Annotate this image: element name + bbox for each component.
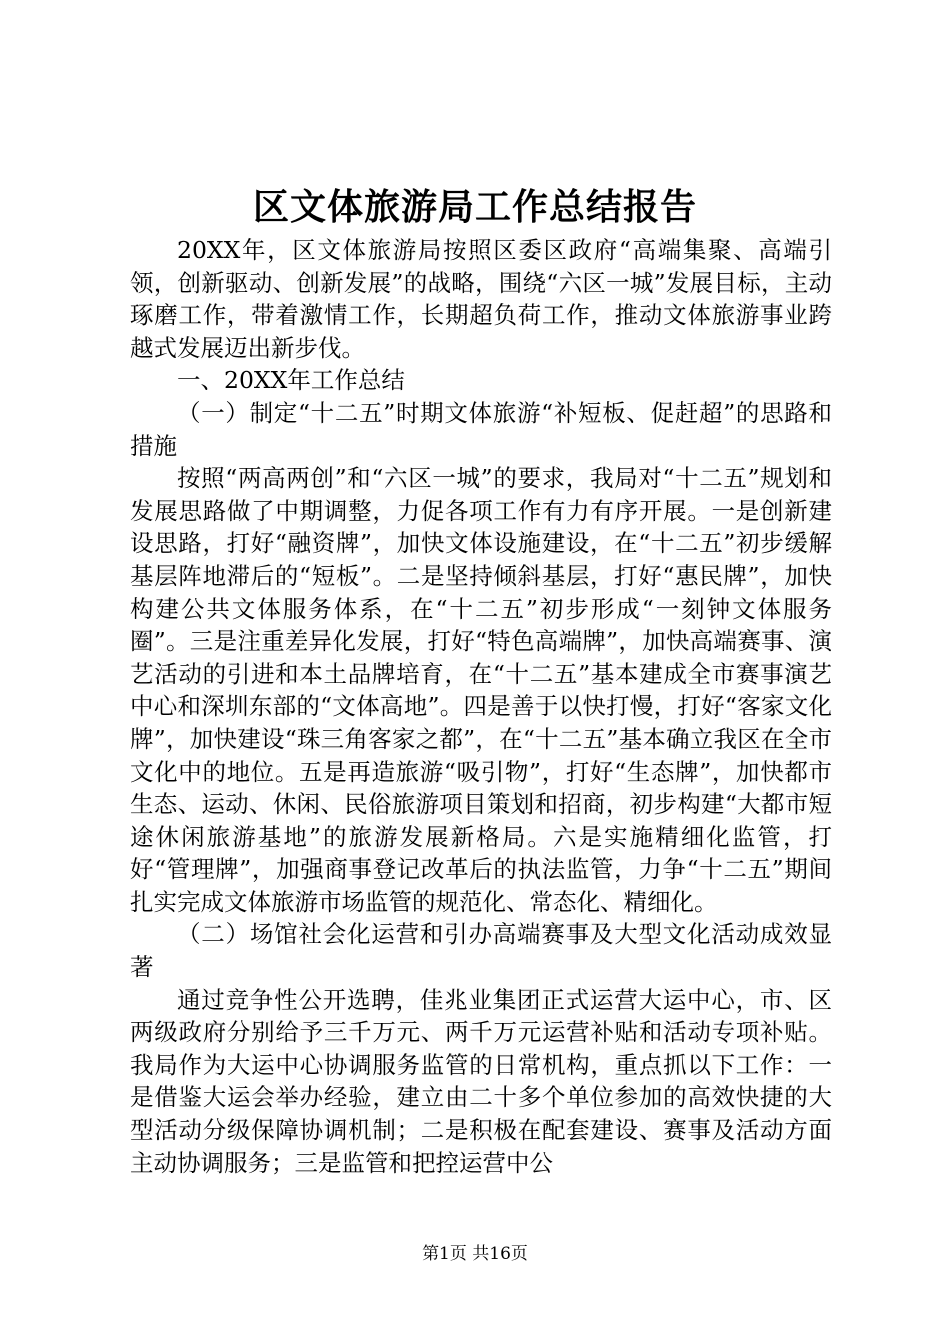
paragraph-intro: 20XX年，区文体旅游局按照区委区政府“高端集聚、高端引领，创新驱动、创新发展”的战略，围绕“六区一城”发展目标，主动琢磨工作，带着激情工作，长期超负荷工作，推动文体旅游事业跨越式发展迈出新步伐。 (130, 236, 832, 362)
heading-section-1: 一、20XX年工作总结 (177, 366, 405, 395)
subheading-1: （一）制定“十二五”时期文体旅游“补短板、促赶超”的思路和措施 (130, 398, 832, 460)
document-body (130, 234, 832, 1179)
paragraph-venue: 通过竞争性公开选聘，佳兆业集团正式运营大运中心，市、区两级政府分别给予三千万元、两千万元运营补贴和活动专项补贴。我局作为大运中心协调服务监管的日常机构，重点抓以下工作：一是借鉴大运会举办经验，建立由二十多个单位参加的高效快捷的大型活动分级保障协调机制；二是积极在配套建设、赛事及活动方面主动协调服务；三是监管和把控运营中公 (130, 985, 832, 1177)
subheading-2: （二）场馆社会化运营和引办高端赛事及大型文化活动成效显著 (130, 920, 832, 982)
page-footer: 第1页 共16页 (422, 1244, 528, 1264)
paragraph-plan: 按照“两高两创”和“六区一城”的要求，我局对“十二五”规划和发展思路做了中期调整，力促各项工作有力有序开展。一是创新建设思路，打好“融资牌”，加快文体设施建设，在“十二五”初步缓解基层阵地滞后的“短板”。二是坚持倾斜基层，打好“惠民牌”，加快构建公共文体服务体系，在“十二五”初步形成“一刻钟文体服务圈”。三是注重差异化发展，打好“特色高端牌”，加快高端赛事、演艺活动的引进和本土品牌培育，在“十二五”基本建成全市赛事演艺中心和深圳东部的“文体高地”。四是善于以快打慢，打好“客家文化牌”，加快建设“珠三角客家之都”，在“十二五”基本确立我区在全市文化中的地位。五是再造旅游“吸引物”，打好“生态牌”，加快都市生态、运动、休闲、民俗旅游项目策划和招商，初步构建“大都市短途休闲旅游基地”的旅游发展新格局。六是实施精细化监管，打好“管理牌”，加强商事登记改革后的执法监管，力争“十二五”期间扎实完成文体旅游市场监管的规范化、常态化、精细化。 (130, 464, 832, 916)
document-title: 区文体旅游局工作总结报告 (252, 186, 697, 228)
